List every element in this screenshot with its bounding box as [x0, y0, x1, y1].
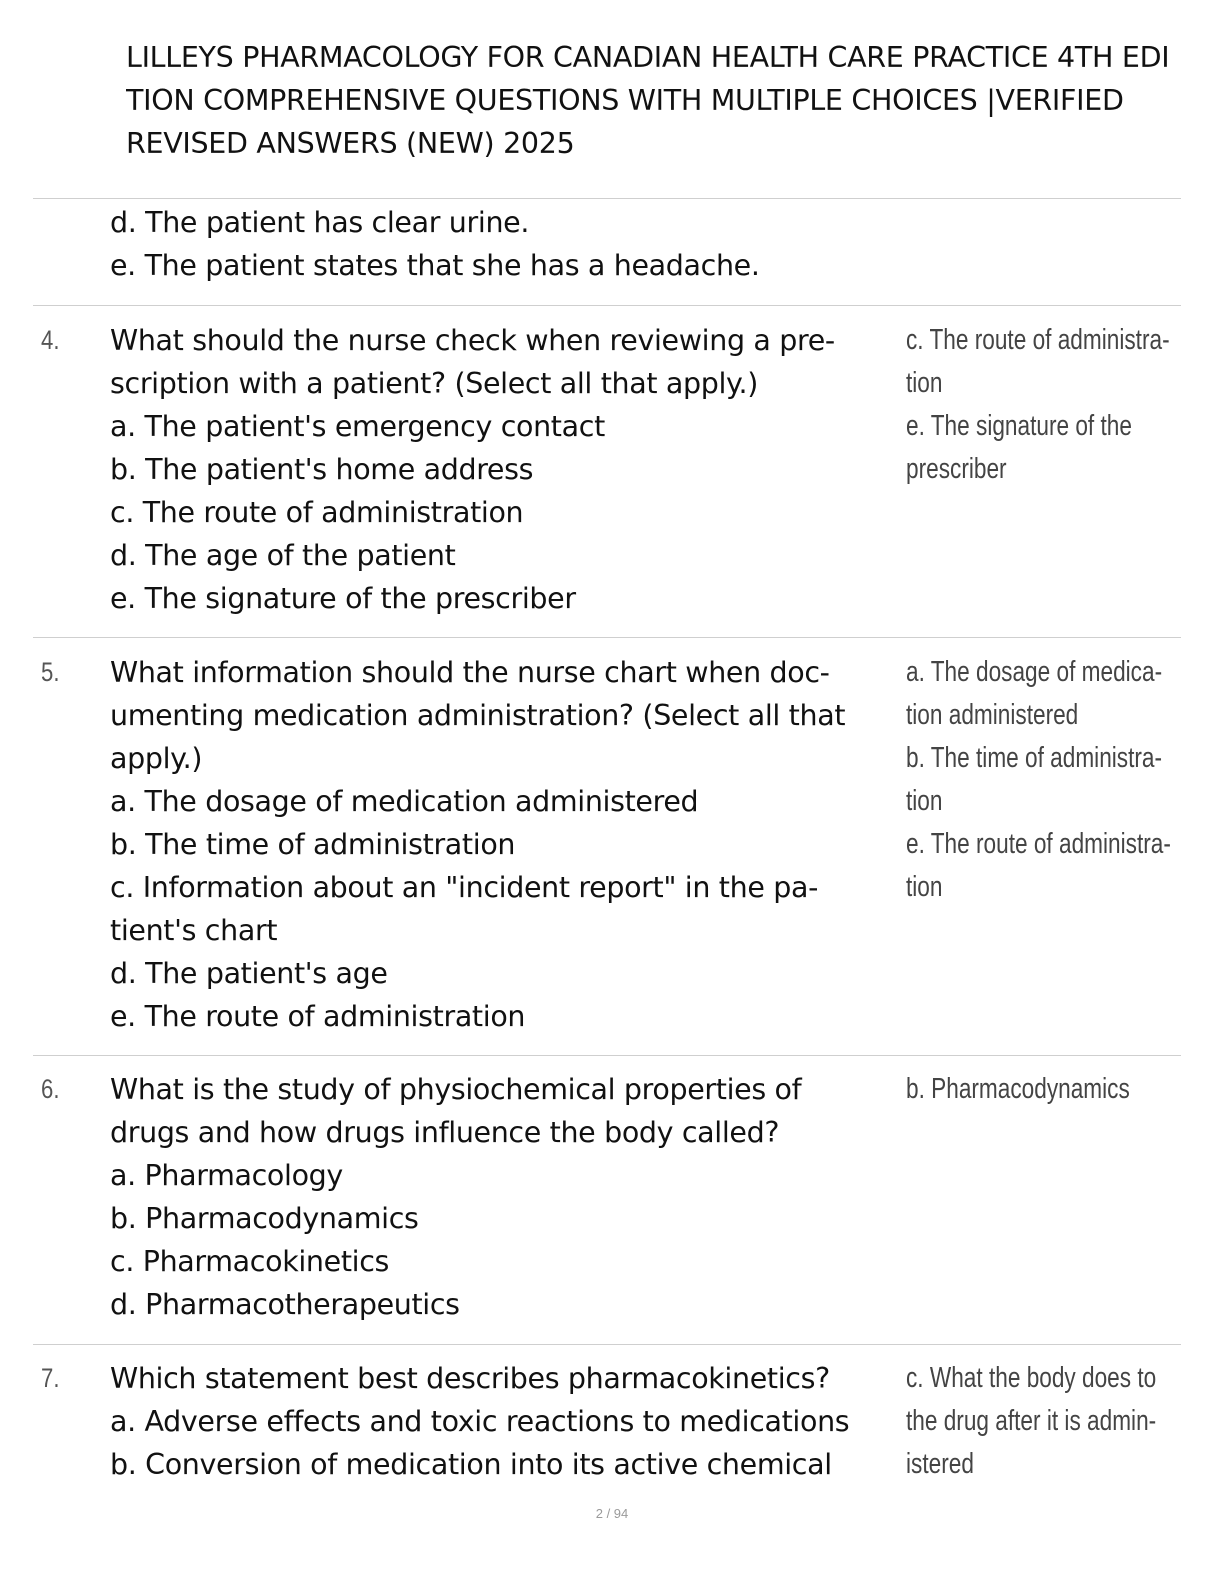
answer-line: tion [906, 785, 943, 817]
option-line: e. The signature of the prescriber [110, 582, 576, 615]
title-line-2: TION COMPREHENSIVE QUESTIONS WITH MULTIPLE CHOICES |VERIFIED [126, 84, 1124, 117]
option-line: b. The patient's home address [110, 453, 534, 486]
question-body [110, 651, 900, 1038]
answer-line: the drug after it is admin- [906, 1405, 1157, 1437]
answer-line: e. The route of administra- [906, 828, 1171, 860]
question-body [110, 1068, 900, 1326]
option-line: a. The patient's emergency contact [110, 410, 605, 443]
answer-line: c. What the body does to [906, 1362, 1157, 1394]
divider [33, 637, 1181, 638]
question-stem-line: umenting medication administration? (Select all that [110, 699, 846, 732]
option-line: b. The time of administration [110, 828, 516, 861]
answer-text [906, 1068, 1140, 1111]
question-number: 4. [41, 325, 60, 355]
answer-line: c. The route of administra- [906, 324, 1170, 356]
answer-line: b. The time of administra- [906, 742, 1163, 774]
question-number: 7. [41, 1363, 60, 1393]
option-line: d. Pharmacotherapeutics [110, 1288, 460, 1321]
option-line: c. The route of administration [110, 496, 524, 529]
document-title [126, 36, 1221, 165]
answer-line: istered [906, 1448, 974, 1480]
question-body [110, 319, 900, 620]
option-line: a. Pharmacology [110, 1159, 343, 1192]
question-number: 6. [41, 1074, 60, 1104]
answer-line: tion administered [906, 699, 1079, 731]
option-line: c. Information about an "incident report" in the pa- [110, 871, 819, 904]
page-indicator: 2 / 94 [595, 1506, 629, 1521]
question-stem-line: What information should the nurse chart when doc- [110, 656, 830, 689]
option-line: a. Adverse effects and toxic reactions to medications [110, 1405, 850, 1438]
title-line-3: REVISED ANSWERS (NEW) 2025 [126, 127, 575, 160]
continuation-text [110, 201, 900, 287]
answer-line: prescriber [906, 453, 1007, 485]
divider [33, 305, 1181, 306]
divider [33, 1344, 1181, 1345]
divider [33, 198, 1181, 199]
title-line-1: LILLEYS PHARMACOLOGY FOR CANADIAN HEALTH CARE PRACTICE 4TH EDI [126, 41, 1170, 74]
answer-line: b. Pharmacodynamics [906, 1073, 1130, 1105]
answer-text [906, 651, 1171, 909]
option-line: d. The patient's age [110, 957, 388, 990]
question-stem-line: What should the nurse check when reviewing a pre- [110, 324, 835, 357]
option-line: a. The dosage of medication administered [110, 785, 699, 818]
answer-line: tion [906, 871, 943, 903]
answer-line: tion [906, 367, 943, 399]
answer-line: a. The dosage of medica- [906, 656, 1163, 688]
question-stem-line: Which statement best describes pharmacokinetics? [110, 1362, 830, 1395]
divider [33, 1055, 1181, 1056]
question-number: 5. [41, 657, 60, 687]
option-line: b. Pharmacodynamics [110, 1202, 419, 1235]
option-line: b. Conversion of medication into its active chemical [110, 1448, 832, 1481]
question-stem-line: apply.) [110, 742, 203, 775]
question-stem-line: What is the study of physiochemical properties of [110, 1073, 802, 1106]
answer-text [906, 1357, 1157, 1486]
question-stem-line: drugs and how drugs influence the body called? [110, 1116, 780, 1149]
option-line: tient's chart [110, 914, 278, 947]
option-line: d. The age of the patient [110, 539, 456, 572]
option-line: e. The route of administration [110, 1000, 526, 1033]
answer-line: e. The signature of the [906, 410, 1132, 442]
option-line: c. Pharmacokinetics [110, 1245, 390, 1278]
question-body [110, 1357, 900, 1486]
option-line: d. The patient has clear urine. [110, 206, 530, 239]
option-line: e. The patient states that she has a headache. [110, 249, 760, 282]
answer-text [906, 319, 1170, 491]
question-stem-line: scription with a patient? (Select all that apply.) [110, 367, 758, 400]
